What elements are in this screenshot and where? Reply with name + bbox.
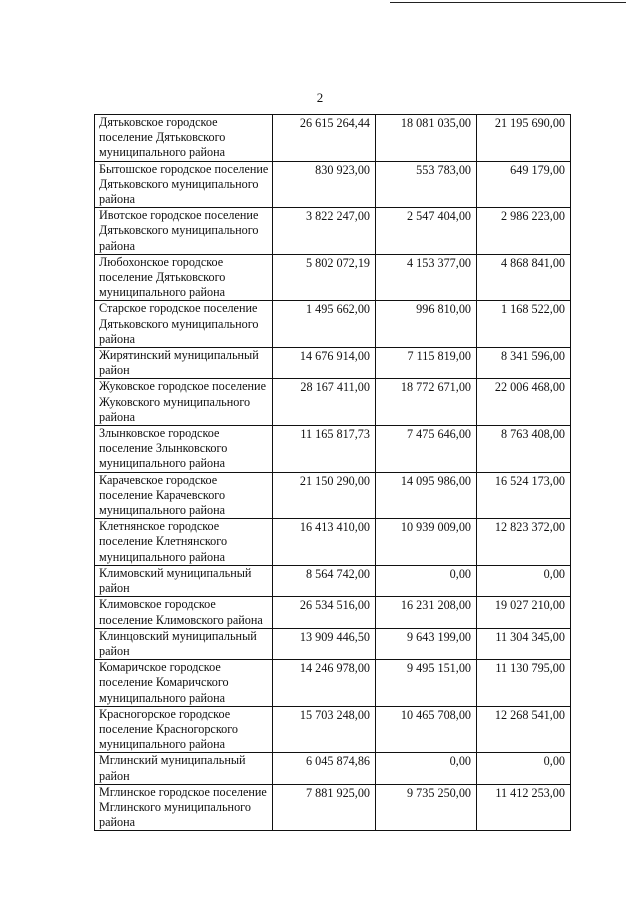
table-row [95,426,571,473]
top-rule [390,2,626,3]
amount-col-1: 830 923,00 [273,161,376,208]
amount-col-3: 1 168 522,00 [477,301,571,348]
amount-col-2: 18 081 035,00 [376,115,477,162]
amount-col-3: 8 763 408,00 [477,426,571,473]
municipality-name: Мглинский муниципальный район [95,753,273,784]
amount-col-3: 19 027 210,00 [477,597,571,628]
amount-col-1: 8 564 742,00 [273,565,376,596]
amount-col-3: 649 179,00 [477,161,571,208]
amount-col-1: 21 150 290,00 [273,472,376,519]
municipality-name: Ивотское городское поселение Дятьковского муниципального района [95,208,273,255]
table-row [95,565,571,596]
amount-col-3: 4 868 841,00 [477,254,571,301]
municipality-name: Бытошское городское поселение Дятьковского муниципального района [95,161,273,208]
amount-col-2: 553 783,00 [376,161,477,208]
amount-col-3: 8 341 596,00 [477,348,571,379]
amount-col-3: 0,00 [477,565,571,596]
municipality-name: Любохонское городское поселение Дятьковского муниципального района [95,254,273,301]
table-row [95,379,571,426]
amount-col-3: 21 195 690,00 [477,115,571,162]
amount-col-1: 1 495 662,00 [273,301,376,348]
municipality-name: Карачевское городское поселение Карачевского муниципального района [95,472,273,519]
amount-col-3: 11 412 253,00 [477,784,571,831]
municipality-name: Жуковское городское поселение Жуковского муниципального района [95,379,273,426]
amount-col-3: 11 304 345,00 [477,628,571,659]
table-row [95,753,571,784]
amount-col-2: 14 095 986,00 [376,472,477,519]
amount-col-1: 11 165 817,73 [273,426,376,473]
amount-col-1: 7 881 925,00 [273,784,376,831]
amount-col-1: 26 534 516,00 [273,597,376,628]
table-row [95,208,571,255]
page-number: 2 [316,90,324,105]
table-row [95,472,571,519]
table-row [95,254,571,301]
amount-col-2: 9 735 250,00 [376,784,477,831]
table-row [95,660,571,707]
amount-col-3: 22 006 468,00 [477,379,571,426]
amount-col-1: 13 909 446,50 [273,628,376,659]
municipality-name: Дятьковское городское поселение Дятьковского муниципального района [95,115,273,162]
amount-col-1: 26 615 264,44 [273,115,376,162]
table-row [95,301,571,348]
amount-col-2: 10 939 009,00 [376,519,477,566]
amount-col-3: 0,00 [477,753,571,784]
amount-col-2: 4 153 377,00 [376,254,477,301]
amount-col-2: 9 495 151,00 [376,660,477,707]
table-row [95,348,571,379]
amount-col-1: 14 676 914,00 [273,348,376,379]
amount-col-1: 15 703 248,00 [273,706,376,753]
municipality-name: Комаричское городское поселение Комаричского муниципального района [95,660,273,707]
table-row [95,115,571,162]
amount-col-1: 14 246 978,00 [273,660,376,707]
amount-col-1: 3 822 247,00 [273,208,376,255]
amount-col-2: 0,00 [376,565,477,596]
amount-col-2: 0,00 [376,753,477,784]
amount-col-2: 7 115 819,00 [376,348,477,379]
amount-col-3: 12 268 541,00 [477,706,571,753]
amount-col-3: 16 524 173,00 [477,472,571,519]
amount-col-3: 2 986 223,00 [477,208,571,255]
budget-table [94,114,571,831]
municipality-name: Климовский муниципальный район [95,565,273,596]
municipality-name: Красногорское городское поселение Красногорского муниципального района [95,706,273,753]
table-row [95,706,571,753]
amount-col-1: 6 045 874,86 [273,753,376,784]
amount-col-1: 28 167 411,00 [273,379,376,426]
municipality-name: Мглинское городское поселение Мглинского муниципального района [95,784,273,831]
amount-col-2: 16 231 208,00 [376,597,477,628]
amount-col-1: 5 802 072,19 [273,254,376,301]
municipality-name: Клинцовский муниципальный район [95,628,273,659]
amount-col-2: 7 475 646,00 [376,426,477,473]
amount-col-1: 16 413 410,00 [273,519,376,566]
table-row [95,519,571,566]
table-row [95,628,571,659]
municipality-name: Злынковское городское поселение Злынковского муниципального района [95,426,273,473]
amount-col-3: 12 823 372,00 [477,519,571,566]
municipality-name: Старское городское поселение Дятьковского муниципального района [95,301,273,348]
amount-col-2: 10 465 708,00 [376,706,477,753]
municipality-name: Климовское городское поселение Климовского района [95,597,273,628]
amount-col-3: 11 130 795,00 [477,660,571,707]
amount-col-2: 18 772 671,00 [376,379,477,426]
table-row [95,597,571,628]
table-row [95,161,571,208]
table-row [95,784,571,831]
amount-col-2: 9 643 199,00 [376,628,477,659]
amount-col-2: 996 810,00 [376,301,477,348]
municipality-name: Клетнянское городское поселение Клетнянского муниципального района [95,519,273,566]
amount-col-2: 2 547 404,00 [376,208,477,255]
municipality-name: Жирятинский муниципальный район [95,348,273,379]
